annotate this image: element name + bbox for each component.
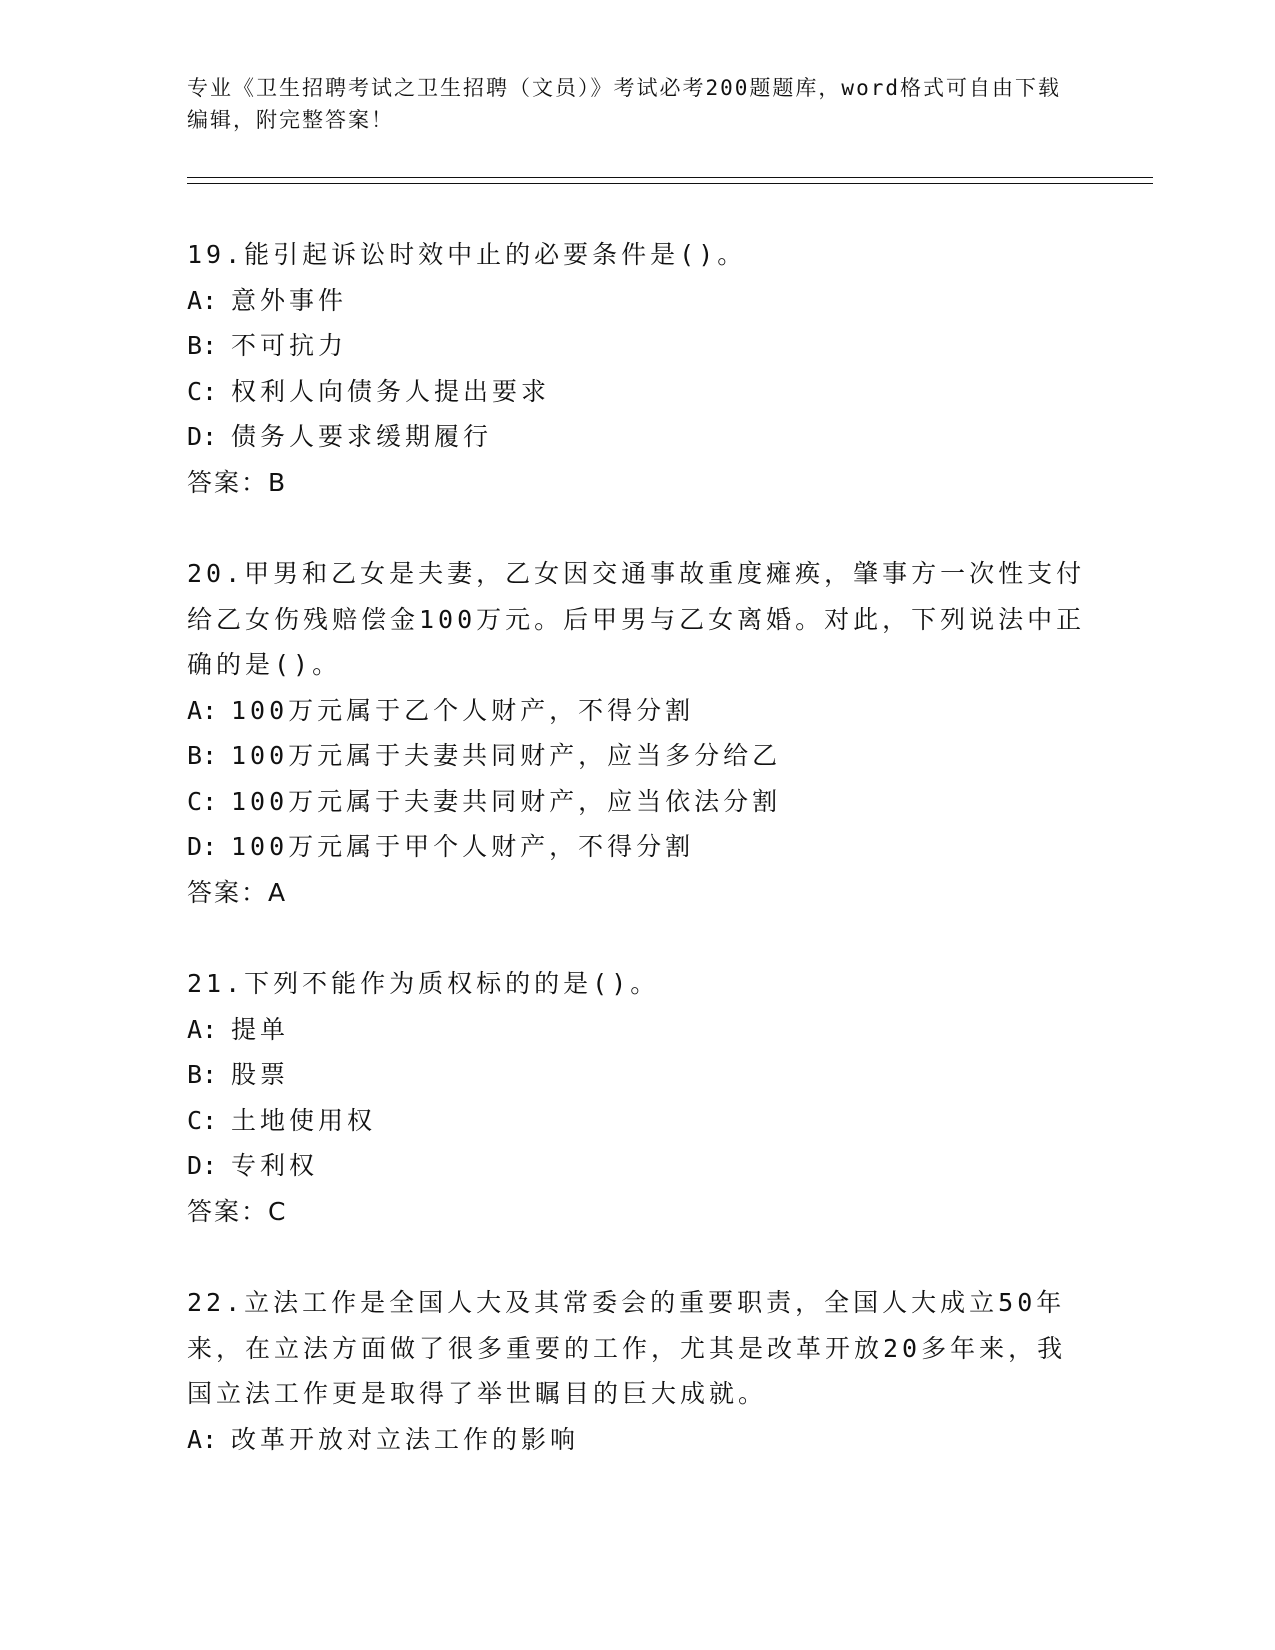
- option-d: [187, 1143, 1087, 1189]
- option-key: A:: [187, 695, 218, 725]
- option-text: 土地使用权: [231, 1105, 377, 1135]
- option-b: [187, 323, 1087, 369]
- question-21: [187, 961, 1087, 1234]
- option-text: 100万元属于夫妻共同财产，应当多分给乙: [231, 741, 782, 770]
- option-a: [187, 278, 1087, 324]
- answer-line: 答案：B: [187, 467, 288, 497]
- option-text: 100万元属于甲个人财产，不得分割: [231, 832, 695, 861]
- option-key: D:: [187, 832, 218, 861]
- answer-line: 答案：A: [187, 877, 288, 907]
- option-c: [187, 369, 1087, 415]
- option-d: [187, 824, 1087, 870]
- option-key: B:: [187, 741, 218, 770]
- answer-line: 答案：C: [187, 1196, 288, 1226]
- option-text: 意外事件: [231, 285, 348, 315]
- option-key: B:: [187, 1060, 218, 1089]
- question-20: [187, 551, 1087, 915]
- question-stem: 19.能引起诉讼时效中止的必要条件是()。: [187, 240, 747, 269]
- document-header: 专业《卫生招聘考试之卫生招聘（文员）》考试必考200题题库，word格式可自由下载编辑，附完整答案！: [187, 76, 1061, 132]
- question-19: [187, 232, 1087, 505]
- option-text: 100万元属于夫妻共同财产，应当依法分割: [231, 786, 782, 816]
- option-key: D:: [187, 1151, 218, 1180]
- option-text: 改革开放对立法工作的影响: [231, 1424, 580, 1454]
- header-rule-top: [187, 177, 1153, 178]
- option-a: [187, 1007, 1087, 1053]
- question-stem: 20.甲男和乙女是夫妻，乙女因交通事故重度瘫痪，肇事方一次性支付给乙女伤残赔偿金100万元。后甲男与乙女离婚。对此，下列说法中正确的是()。: [187, 559, 1086, 679]
- option-a: [187, 1417, 1087, 1463]
- option-key: A:: [187, 1424, 218, 1454]
- option-text: 专利权: [231, 1151, 319, 1180]
- option-c: [187, 1098, 1087, 1144]
- option-key: C:: [187, 786, 218, 816]
- option-a: [187, 688, 1087, 734]
- option-d: [187, 414, 1087, 460]
- option-text: 不可抗力: [231, 331, 348, 360]
- option-c: [187, 779, 1087, 825]
- option-key: A:: [187, 285, 218, 315]
- option-key: C:: [187, 1105, 218, 1135]
- option-key: A:: [187, 1014, 218, 1044]
- question-stem: 22.立法工作是全国人大及其常委会的重要职责，全国人大成立50年来，在立法方面做了很多重要的工作，尤其是改革开放20多年来，我国立法工作更是取得了举世瞩目的巨大成就。: [187, 1288, 1067, 1408]
- header-rule-bottom: [187, 183, 1153, 184]
- question-stem: 21.下列不能作为质权标的的是()。: [187, 969, 660, 998]
- option-text: 100万元属于乙个人财产，不得分割: [231, 695, 695, 725]
- option-key: D:: [187, 422, 218, 451]
- option-key: C:: [187, 376, 218, 406]
- option-b: [187, 733, 1087, 779]
- option-text: 债务人要求缓期履行: [231, 422, 493, 451]
- option-text: 权利人向债务人提出要求: [231, 376, 551, 406]
- question-22: [187, 1280, 1087, 1462]
- option-key: B:: [187, 331, 218, 360]
- option-text: 提单: [231, 1014, 290, 1044]
- option-b: [187, 1052, 1087, 1098]
- option-text: 股票: [231, 1060, 290, 1089]
